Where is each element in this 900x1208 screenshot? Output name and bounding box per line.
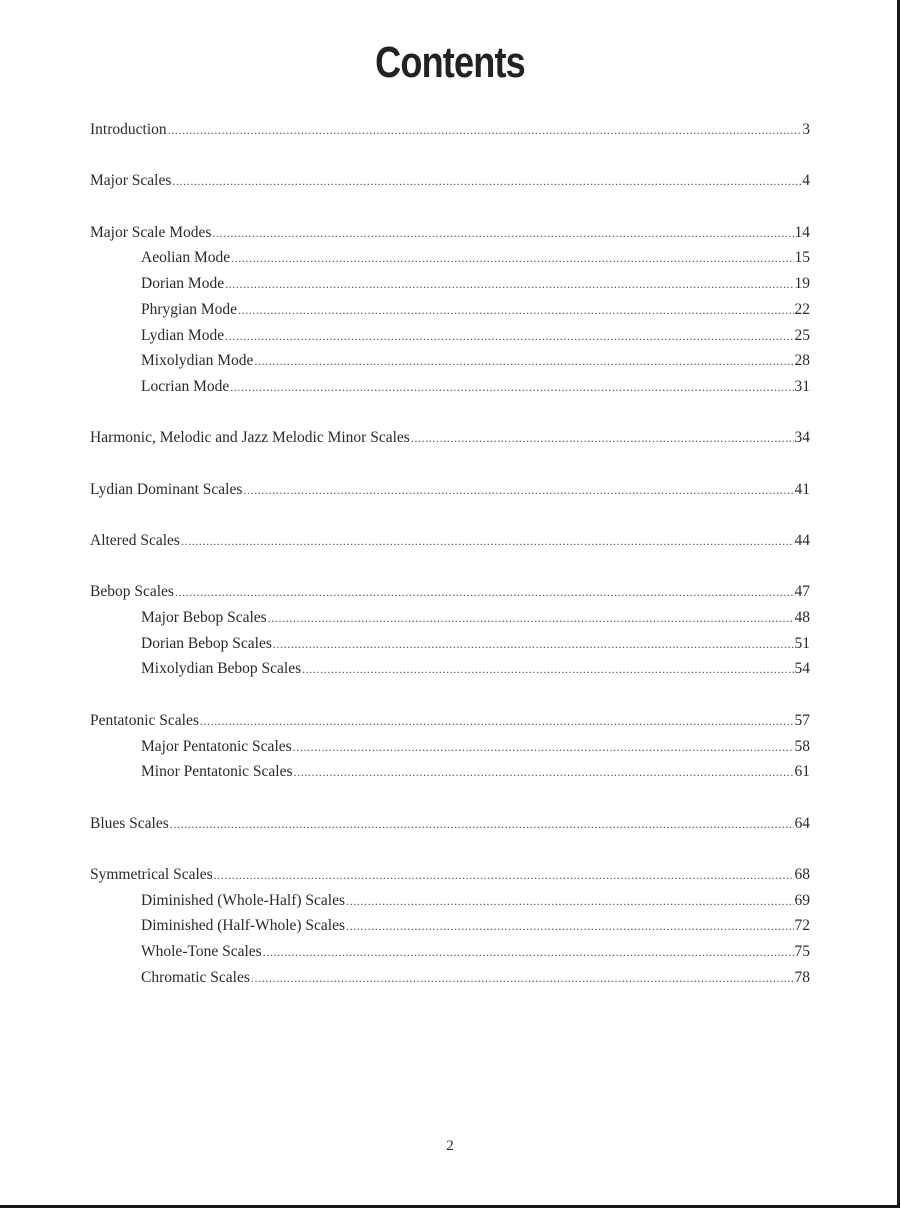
toc-entry-page: 61: [794, 763, 810, 781]
toc-leader-dots: [273, 632, 794, 658]
page-title: Contents: [375, 38, 525, 87]
toc-entry-page: 58: [794, 737, 810, 755]
toc-entry-label: Altered Scales: [90, 532, 180, 549]
toc-leader-dots: [263, 940, 794, 966]
toc-leader-dots: [200, 709, 794, 735]
toc-entry-page: 68: [794, 865, 810, 883]
toc-leader-dots: [168, 118, 802, 144]
toc-entry[interactable]: [90, 811, 810, 837]
toc-subentry[interactable]: [90, 323, 810, 349]
toc-entry-page: 4: [802, 172, 810, 190]
toc-entry-label: Major Bebop Scales: [141, 609, 267, 627]
toc-subentry[interactable]: [90, 656, 810, 682]
table-of-contents: [90, 117, 810, 990]
toc-entry-label: Dorian Mode: [141, 275, 225, 293]
toc-subentry[interactable]: [90, 965, 810, 991]
toc-leader-dots: [212, 221, 793, 247]
toc-entry-page: 54: [794, 660, 810, 678]
toc-entry-page: 31: [794, 377, 810, 395]
toc-entry-label: Major Pentatonic Scales: [141, 737, 292, 755]
toc-leader-dots: [225, 272, 793, 298]
toc-spacer: [90, 194, 810, 220]
toc-leader-dots: [346, 889, 793, 915]
toc-entry-page: 41: [794, 480, 810, 498]
toc-subentry[interactable]: [90, 759, 810, 785]
toc-spacer: [90, 682, 810, 708]
toc-subentry[interactable]: [90, 939, 810, 965]
toc-leader-dots: [214, 863, 794, 889]
toc-entry-page: 64: [794, 814, 810, 832]
toc-entry-page: 72: [794, 917, 810, 935]
toc-subentry[interactable]: [90, 631, 810, 657]
toc-leader-dots: [181, 529, 794, 555]
toc-spacer: [90, 451, 810, 477]
toc-entry-page: 75: [794, 943, 810, 960]
toc-entry-label: Mixolydian Bebop Scales: [141, 660, 302, 678]
toc-entry-label: Pentatonic Scales: [90, 711, 199, 729]
toc-entry[interactable]: [90, 220, 810, 246]
toc-leader-dots: [411, 426, 794, 452]
toc-entry-page: 14: [794, 223, 810, 241]
toc-leader-dots: [238, 298, 793, 324]
toc-entry-label: Introduction: [90, 121, 167, 138]
toc-spacer: [90, 143, 810, 169]
toc-subentry[interactable]: [90, 374, 810, 400]
toc-entry-page: 44: [794, 532, 810, 549]
toc-entry-label: Symmetrical Scales: [90, 865, 213, 883]
toc-entry[interactable]: [90, 477, 810, 503]
toc-entry[interactable]: [90, 862, 810, 888]
toc-entry[interactable]: [90, 168, 810, 194]
toc-entry-label: Major Scales: [90, 172, 172, 190]
toc-leader-dots: [254, 349, 793, 375]
toc-leader-dots: [294, 760, 794, 786]
toc-entry-page: 34: [794, 429, 810, 447]
toc-entry-page: 51: [794, 634, 810, 652]
toc-spacer: [90, 785, 810, 811]
toc-spacer: [90, 836, 810, 862]
toc-entry[interactable]: [90, 708, 810, 734]
toc-leader-dots: [293, 735, 794, 761]
toc-entry-label: Blues Scales: [90, 814, 169, 832]
toc-entry-page: 57: [794, 711, 810, 729]
toc-spacer: [90, 400, 810, 426]
toc-leader-dots: [225, 324, 793, 350]
toc-spacer: [90, 554, 810, 580]
toc-entry-page: 19: [794, 275, 810, 293]
toc-entry-label: Lydian Dominant Scales: [90, 480, 243, 498]
toc-entry-label: Lydian Mode: [141, 326, 225, 344]
toc-entry-page: 22: [794, 300, 810, 318]
toc-subentry[interactable]: [90, 348, 810, 374]
toc-entry-label: Minor Pentatonic Scales: [141, 763, 293, 781]
toc-leader-dots: [175, 580, 794, 606]
toc-spacer: [90, 502, 810, 528]
toc-entry-label: Diminished (Half-Whole) Scales: [141, 917, 346, 935]
toc-subentry[interactable]: [90, 605, 810, 631]
toc-entry-label: Locrian Mode: [141, 377, 230, 395]
toc-entry-page: 48: [794, 609, 810, 627]
toc-subentry[interactable]: [90, 913, 810, 939]
toc-entry-label: Mixolydian Mode: [141, 352, 254, 370]
toc-subentry[interactable]: [90, 297, 810, 323]
toc-entry-page: 28: [794, 352, 810, 370]
toc-entry-label: Major Scale Modes: [90, 223, 212, 241]
toc-entry[interactable]: [90, 528, 810, 554]
toc-subentry[interactable]: [90, 734, 810, 760]
toc-leader-dots: [172, 169, 801, 195]
toc-entry-page: 3: [802, 121, 810, 138]
toc-entry-page: 25: [794, 326, 810, 344]
toc-subentry[interactable]: [90, 245, 810, 271]
toc-entry[interactable]: [90, 579, 810, 605]
toc-leader-dots: [302, 657, 793, 683]
toc-leader-dots: [243, 478, 793, 504]
toc-leader-dots: [251, 966, 794, 992]
toc-entry-page: 69: [794, 891, 810, 909]
toc-entry-label: Bebop Scales: [90, 583, 174, 601]
toc-entry-page: 78: [794, 968, 810, 986]
toc-entry-label: Whole-Tone Scales: [141, 943, 262, 960]
toc-entry-label: Harmonic, Melodic and Jazz Melodic Minor Scales: [90, 429, 410, 447]
toc-entry-label: Phrygian Mode: [141, 300, 238, 318]
page-number: 2: [446, 1138, 454, 1154]
toc-entry[interactable]: [90, 425, 810, 451]
toc-entry-page: 47: [794, 583, 810, 601]
toc-leader-dots: [170, 812, 794, 838]
toc-entry[interactable]: [90, 117, 810, 143]
toc-entry-page: 15: [794, 249, 810, 267]
toc-entry-label: Dorian Bebop Scales: [141, 634, 272, 652]
toc-subentry[interactable]: [90, 271, 810, 297]
toc-entry-label: Chromatic Scales: [141, 968, 250, 986]
toc-entry-label: Aeolian Mode: [141, 249, 231, 267]
toc-leader-dots: [268, 606, 794, 632]
toc-leader-dots: [230, 375, 793, 401]
toc-subentry[interactable]: [90, 888, 810, 914]
toc-entry-label: Diminished (Whole-Half) Scales: [141, 891, 346, 909]
toc-leader-dots: [231, 246, 793, 272]
toc-leader-dots: [346, 914, 793, 940]
